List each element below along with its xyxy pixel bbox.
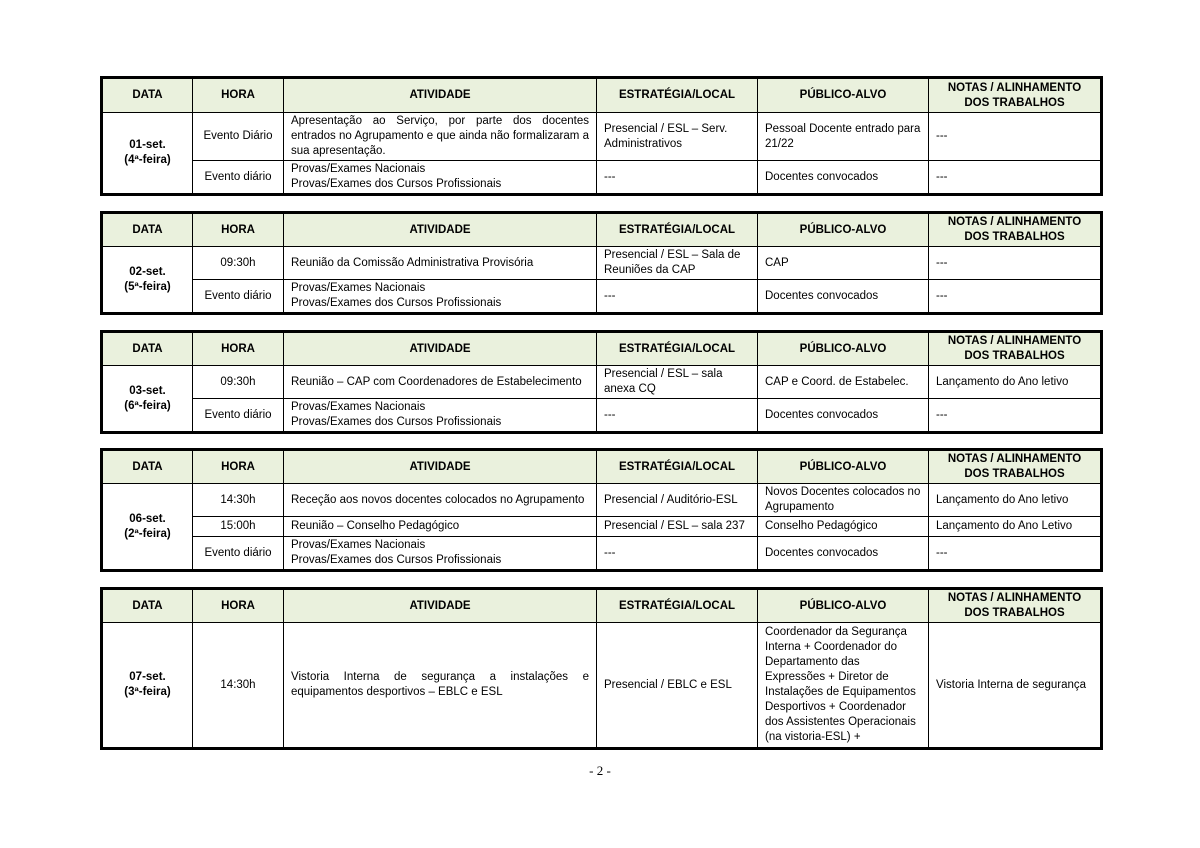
hora-cell: 14:30h: [193, 623, 284, 749]
date-cell: [102, 623, 193, 749]
atividade-line: Provas/Exames dos Cursos Profissionais: [291, 416, 502, 428]
estrategia-cell: ---: [597, 161, 758, 195]
table-row: [102, 537, 1102, 571]
hora-cell: Evento diário: [193, 399, 284, 433]
date-label: 01-set.: [129, 139, 166, 151]
table-row: [102, 113, 1102, 161]
table-row: [102, 484, 1102, 517]
header-estrategia: ESTRATÉGIA/LOCAL: [597, 213, 758, 247]
notas-cell: Lançamento do Ano Letivo: [929, 517, 1102, 537]
publico-cell: CAP: [758, 247, 929, 280]
header-data: DATA: [102, 332, 193, 366]
publico-cell: Docentes convocados: [758, 161, 929, 195]
atividade-line: Provas/Exames Nacionais: [291, 401, 426, 413]
header-atividade: ATIVIDADE: [284, 213, 597, 247]
hora-cell: 14:30h: [193, 484, 284, 517]
notas-cell: ---: [929, 399, 1102, 433]
atividade-line: Provas/Exames Nacionais: [291, 163, 426, 175]
atividade-cell: Reunião – Conselho Pedagógico: [284, 517, 597, 537]
table-row: [102, 247, 1102, 280]
header-estrategia: ESTRATÉGIA/LOCAL: [597, 450, 758, 484]
hora-cell: Evento diário: [193, 161, 284, 195]
atividade-cell: [284, 280, 597, 314]
date-label: 06-set.: [129, 512, 166, 525]
page-number: - 2 -: [589, 763, 611, 778]
table-row: [102, 161, 1102, 195]
schedule-table-06-set: [100, 448, 1103, 572]
publico-cell: Novos Docentes colocados no Agrupamento: [758, 484, 929, 517]
hora-cell: Evento diário: [193, 537, 284, 571]
publico-cell: Coordenador da Segurança Interna + Coordenador do Departamento das Expressões + Diretor de Instalações de Equipamentos Desportivos + Coordenador dos Assistentes Operacionais (na vistoria-ESL) +: [758, 623, 929, 749]
atividade-cell: Vistoria Interna de segurança a instalações e equipamentos desportivos – EBLC e ESL: [284, 623, 597, 749]
header-publico: PÚBLICO-ALVO: [758, 589, 929, 623]
estrategia-cell: Presencial / ESL – sala anexa CQ: [597, 366, 758, 399]
date-cell: [102, 247, 193, 314]
atividade-cell: Reunião – CAP com Coordenadores de Estabelecimento: [284, 366, 597, 399]
header-hora: HORA: [193, 213, 284, 247]
publico-cell: CAP e Coord. de Estabelec.: [758, 366, 929, 399]
header-notas: NOTAS / ALINHAMENTO DOS TRABALHOS: [929, 213, 1102, 247]
header-atividade: ATIVIDADE: [284, 450, 597, 484]
header-estrategia: ESTRATÉGIA/LOCAL: [597, 589, 758, 623]
header-estrategia: ESTRATÉGIA/LOCAL: [597, 78, 758, 113]
estrategia-cell: ---: [597, 399, 758, 433]
schedule-table-07-set: [100, 587, 1103, 750]
header-publico: PÚBLICO-ALVO: [758, 450, 929, 484]
header-notas: NOTAS / ALINHAMENTO DOS TRABALHOS: [929, 332, 1102, 366]
schedule-table-03-set: [100, 330, 1103, 434]
date-label: 02-set.: [129, 265, 166, 278]
atividade-cell: Receção aos novos docentes colocados no Agrupamento: [284, 484, 597, 517]
header-data: DATA: [102, 78, 193, 113]
header-publico: PÚBLICO-ALVO: [758, 332, 929, 366]
date-cell: [102, 113, 193, 195]
publico-cell: Docentes convocados: [758, 280, 929, 314]
estrategia-cell: Presencial / EBLC e ESL: [597, 623, 758, 749]
header-estrategia: ESTRATÉGIA/LOCAL: [597, 332, 758, 366]
header-atividade: ATIVIDADE: [284, 332, 597, 366]
atividade-cell: [284, 399, 597, 433]
atividade-cell: [284, 161, 597, 195]
atividade-cell: [284, 537, 597, 571]
hora-cell: 09:30h: [193, 366, 284, 399]
publico-cell: Docentes convocados: [758, 537, 929, 571]
estrategia-cell: Presencial / ESL – sala 237: [597, 517, 758, 537]
hora-cell: Evento diário: [193, 280, 284, 314]
date-label: 07-set.: [129, 671, 166, 683]
header-data: DATA: [102, 213, 193, 247]
table-row: [102, 280, 1102, 314]
publico-cell: Pessoal Docente entrado para 21/22: [758, 113, 929, 161]
notas-cell: ---: [929, 113, 1102, 161]
header-data: DATA: [102, 589, 193, 623]
table-row: [102, 623, 1102, 749]
atividade-line: Provas/Exames dos Cursos Profissionais: [291, 554, 502, 566]
weekday-label: (2ª-feira): [124, 527, 171, 540]
notas-cell: ---: [929, 537, 1102, 571]
notas-cell: Vistoria Interna de segurança: [929, 623, 1102, 749]
date-cell: [102, 366, 193, 433]
estrategia-cell: Presencial / Auditório-ESL: [597, 484, 758, 517]
atividade-line: Provas/Exames dos Cursos Profissionais: [291, 297, 502, 309]
notas-cell: Lançamento do Ano letivo: [929, 366, 1102, 399]
header-hora: HORA: [193, 332, 284, 366]
publico-cell: Docentes convocados: [758, 399, 929, 433]
atividade-cell: Reunião da Comissão Administrativa Provisória: [284, 247, 597, 280]
notas-cell: ---: [929, 280, 1102, 314]
table-row: [102, 399, 1102, 433]
header-hora: HORA: [193, 78, 284, 113]
header-hora: HORA: [193, 450, 284, 484]
table-row: [102, 366, 1102, 399]
notas-cell: ---: [929, 161, 1102, 195]
header-notas: NOTAS / ALINHAMENTO DOS TRABALHOS: [929, 78, 1102, 113]
hora-cell: Evento Diário: [193, 113, 284, 161]
hora-cell: 15:00h: [193, 517, 284, 537]
estrategia-cell: ---: [597, 537, 758, 571]
header-atividade: ATIVIDADE: [284, 78, 597, 113]
table-row: [102, 517, 1102, 537]
atividade-line: Provas/Exames Nacionais: [291, 282, 426, 294]
header-notas: NOTAS / ALINHAMENTO DOS TRABALHOS: [929, 589, 1102, 623]
estrategia-cell: Presencial / ESL – Sala de Reuniões da CAP: [597, 247, 758, 280]
header-hora: HORA: [193, 589, 284, 623]
publico-cell: Conselho Pedagógico: [758, 517, 929, 537]
estrategia-cell: ---: [597, 280, 758, 314]
header-publico: PÚBLICO-ALVO: [758, 213, 929, 247]
atividade-line: Provas/Exames Nacionais: [291, 539, 426, 551]
atividade-cell: Apresentação ao Serviço, por parte dos docentes entrados no Agrupamento e que ainda não formalizaram a sua apresentação.: [284, 113, 597, 161]
weekday-label: (4ª-feira): [124, 154, 171, 166]
notas-cell: Lançamento do Ano letivo: [929, 484, 1102, 517]
schedule-table-02-set: [100, 211, 1103, 315]
estrategia-cell: Presencial / ESL – Serv. Administrativos: [597, 113, 758, 161]
schedule-table-01-set: [100, 76, 1103, 196]
atividade-line: Provas/Exames dos Cursos Profissionais: [291, 178, 502, 190]
date-cell: [102, 484, 193, 571]
header-notas: NOTAS / ALINHAMENTO DOS TRABALHOS: [929, 450, 1102, 484]
header-atividade: ATIVIDADE: [284, 589, 597, 623]
hora-cell: 09:30h: [193, 247, 284, 280]
notas-cell: ---: [929, 247, 1102, 280]
date-label: 03-set.: [129, 384, 166, 397]
header-data: DATA: [102, 450, 193, 484]
weekday-label: (6ª-feira): [124, 399, 171, 412]
weekday-label: (5ª-feira): [124, 280, 171, 293]
weekday-label: (3ª-feira): [124, 686, 171, 698]
header-publico: PÚBLICO-ALVO: [758, 78, 929, 113]
